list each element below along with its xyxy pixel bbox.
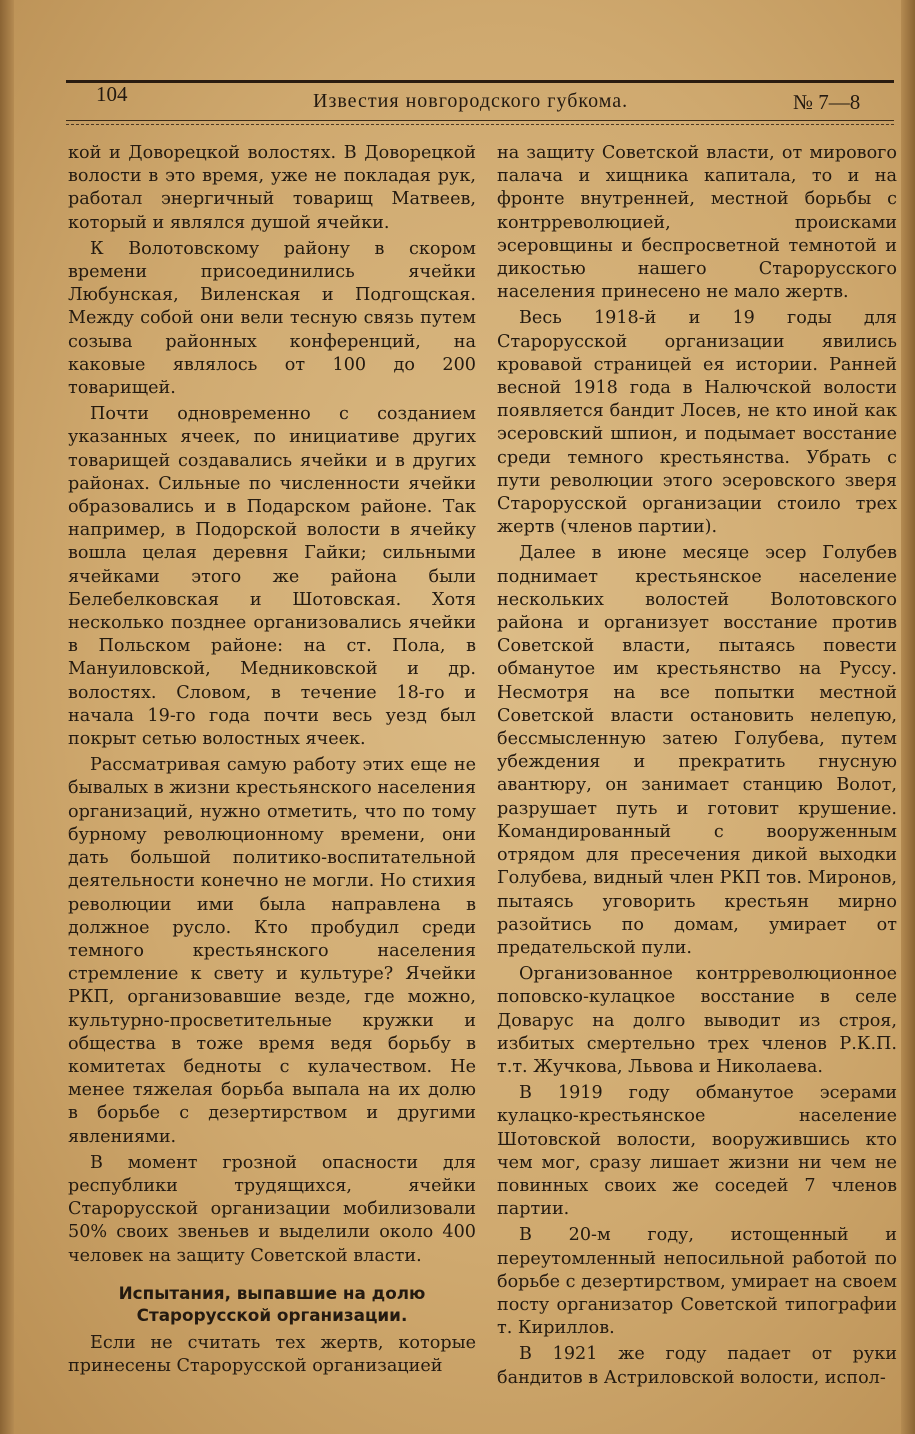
header-rule-bottom bbox=[66, 120, 894, 121]
header-rule-dashed bbox=[66, 124, 894, 125]
page-number: 104 bbox=[96, 82, 128, 106]
paragraph: В 20-м году, истощенный и переутомленный непосильной работой по борьбе с дезертирством, умирает на своем посту организатор Советской типографии т. Кириллов. bbox=[497, 1225, 897, 1339]
paragraph: Рассматривая самую работу этих еще не бывалых в жизни крестьянского населения организаций, нужно отметить, что по тому бурному революционному времени, они дать большой политико-воспитательной деятельности конечно не могли. Но стихия революции ими была направлена в должное русло. Кто пробудил среди темного крестьянского населения стремление к свету и культуре? Ячейки РКП, организовавшие везде, где можно, культурно-просветительные кружки и общества в тоже время ведя борьбу в комитетах бедноты с кулачеством. Не менее тяжелая борьба выпала на их долю в борьбе с дезертирством и другими явлениями. bbox=[68, 755, 476, 1147]
paragraph: кой и Доворецкой волостях. В Доворецкой волости в это время, уже не покладая рук, работал энергичный товарищ Матвеев, который и являлся душой ячейки. bbox=[68, 143, 476, 233]
right-column bbox=[497, 142, 897, 1390]
paragraph: Весь 1918-й и 19 годы для Старорусской организации явились кровавой страницей ея истории. Ранней весной 1918 года в Налючской волости появляется бандит Лосев, не кто иной как эсеровский шпион, и подымает восстание среди темного крестьянства. Убрать с пути революции этого эсеровского зверя Старорусской организации стоило трех жертв (членов партии). bbox=[497, 308, 897, 538]
paragraph: В 1919 году обманутое эсерами кулацко-крестьянское население Шотовской волости, вооружившись кто чем мог, сразу лишает жизни ни чем не повинных своих же соседей 7 членов партии. bbox=[497, 1083, 897, 1220]
paragraph: на защиту Советской власти, от мирового палача и хищника капитала, то и на фронте внутренней, местной борьбы с контрреволюцией, происками эсеровщины и беспросветной темнотой и дикостью нашего Старорусского населения принесено не мало жертв. bbox=[497, 143, 897, 303]
section-heading-line1: Испытания, выпавшие на долю bbox=[118, 1282, 426, 1303]
page-edge-left bbox=[0, 0, 14, 1434]
paragraph: Почти одновременно с созданием указанных ячеек, по инициативе других товарищей создавались ячейки и в других районах. Сильные по численности ячейки образовались и в Подарском районе. Так например, в Подорской волости в ячейку вошла целая деревня Гайки; сильными ячейками этого же района были Белебелковская и Шотовская. Хотя несколько позднее организовались ячейки в Польском районе: на ст. Пола, в Мануиловской, Медниковской и др. волостях. Словом, в течение 18-го и начала 19-го года почти весь уезд был покрыт сетью волостных ячеек. bbox=[68, 404, 476, 750]
section-heading bbox=[68, 1282, 476, 1326]
running-title: Известия новгородского губкома. bbox=[313, 90, 629, 112]
issue-number: № 7—8 bbox=[793, 90, 861, 114]
paragraph: В момент грозной опасности для республики трудящихся, ячейки Старорусской организации мобилизовали 50% своих звеньев и выделили около 400 человек на защиту Советской власти. bbox=[68, 1152, 476, 1266]
paragraph: К Волотовскому району в скором времени присоединились ячейки Любунская, Виленская и Подгощская. Между собой они вели тесную связь путем созыва районных конференций, на каковые являлось от 100 до 200 товарищей. bbox=[68, 238, 476, 399]
page-edge-right bbox=[901, 0, 915, 1434]
header-rule-top bbox=[66, 80, 894, 83]
paragraph: Далее в июне месяце эсер Голубев поднимает крестьянское население нескольких волостей Волотовского района и организует восстание против Советской власти, пытаясь повести обманутое им крестьянство на Руссу. Несмотря на все попытки местной Советской власти остановить нелепую, бессмысленную затею Голубева, путем убеждения и прекратить гнусную авантюру, он занимает станцию Волот, разрушает путь и готовит крушение. Командированный с вооруженным отрядом для пресечения дикой выходки Голубева, видный член РКП тов. Миронов, пытаясь уговорить крестьян мирно разойтись по домам, умирает от предательской пули. bbox=[497, 543, 897, 958]
left-column bbox=[68, 142, 476, 1378]
paragraph: Организованное контрреволюционное поповско-кулацкое восстание в селе Доварус на долго выводит из строя, избитых смертельно трех членов Р.К.П. т.т. Жучкова, Львова и Николаева. bbox=[497, 964, 897, 1077]
section-heading-line2: Старорусской организации. bbox=[136, 1304, 408, 1325]
paragraph: В 1921 же году падает от руки бандитов в Астриловской волости, испол- bbox=[497, 1344, 897, 1388]
paragraph: Если не считать тех жертв, которые принесены Старорусской организацией bbox=[68, 1332, 476, 1376]
